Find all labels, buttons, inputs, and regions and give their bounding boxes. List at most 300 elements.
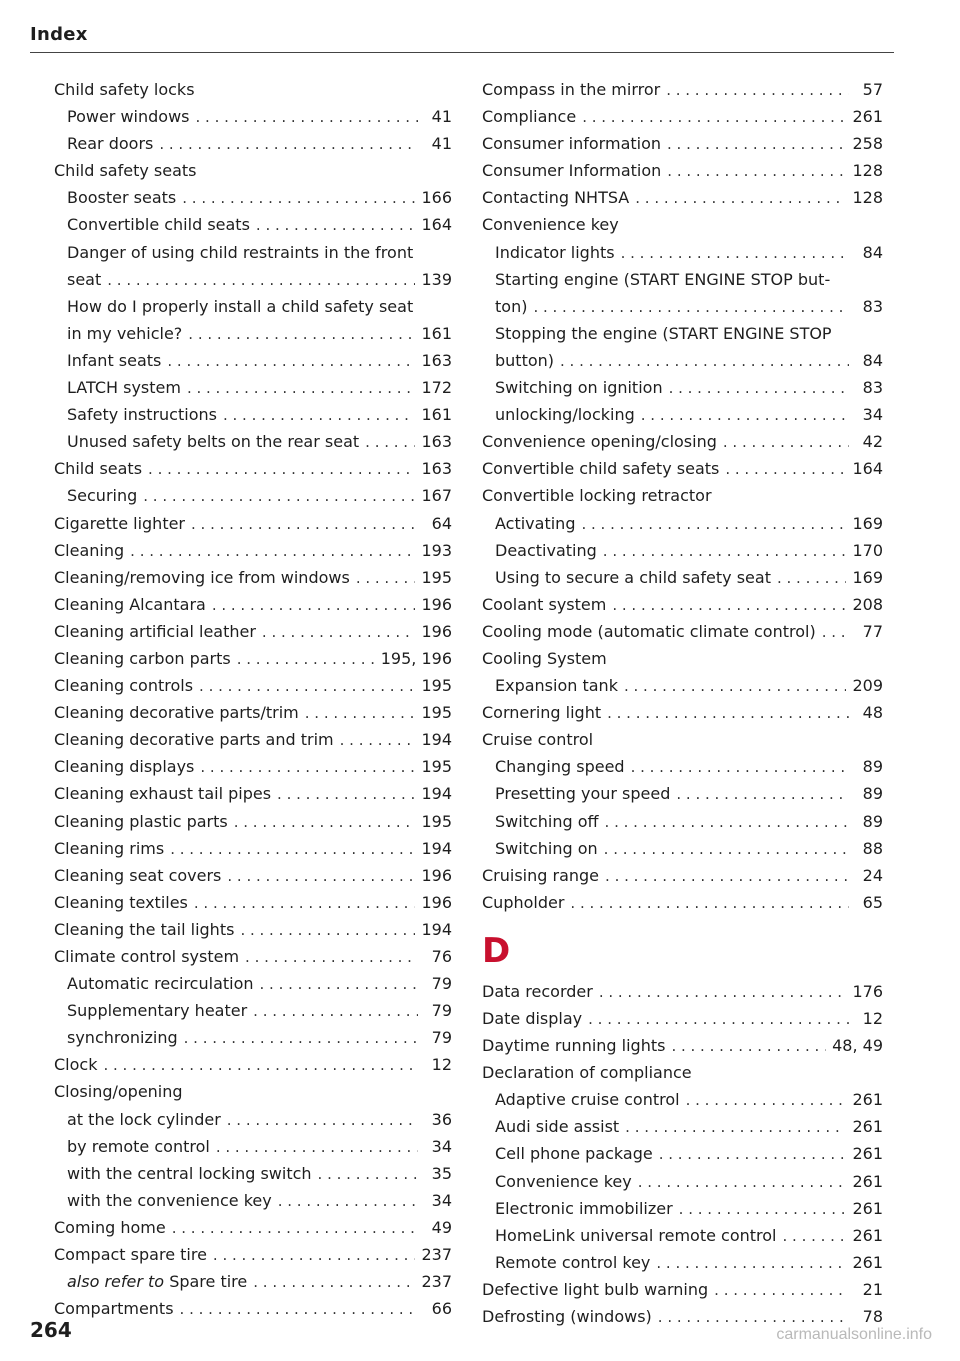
- entry-page-number: 261: [852, 107, 883, 127]
- dot-leader: [200, 754, 415, 781]
- dot-leader: [262, 619, 416, 646]
- index-entry: [54, 618, 452, 645]
- entry-page-number: 21: [862, 1279, 883, 1299]
- entry-label: Cleaning textiles: [54, 892, 188, 912]
- index-subentry: [54, 293, 452, 320]
- index-subentry: [482, 1222, 883, 1249]
- index-subentry: [482, 1140, 883, 1167]
- index-subentry: [482, 347, 883, 374]
- index-entry: [482, 591, 883, 618]
- entry-page-number: 261: [852, 1171, 883, 1191]
- index-entry: [54, 943, 452, 970]
- entry-page-number: 84: [862, 242, 883, 262]
- index-entry: [54, 1078, 452, 1105]
- entry-page-number: 83: [862, 296, 883, 316]
- dot-leader: [184, 1025, 418, 1052]
- index-subentry: [482, 672, 883, 699]
- entry-label: Declaration of compliance: [482, 1063, 692, 1083]
- index-entry: [54, 916, 452, 943]
- entry-label: Child safety seats: [54, 161, 197, 181]
- dot-leader: [188, 321, 415, 348]
- dot-leader: [723, 429, 849, 456]
- dot-leader: [278, 1188, 418, 1215]
- entry-label: Danger of using child restraints in the front: [67, 242, 414, 262]
- index-subentry: [54, 1160, 452, 1187]
- index-entry: [482, 130, 883, 157]
- entry-page-number: 194: [421, 730, 452, 750]
- index-subentry: [482, 510, 883, 537]
- index-entry: [54, 862, 452, 889]
- entry-label: Cigarette lighter: [54, 513, 186, 533]
- dot-leader: [625, 1114, 846, 1141]
- entry-page-number: 163: [421, 432, 452, 452]
- index-entry: [54, 672, 452, 699]
- dot-leader: [199, 673, 415, 700]
- dot-leader: [641, 402, 849, 429]
- index-entry: [54, 753, 452, 780]
- index-entry: [482, 618, 883, 645]
- index-subentry: [54, 428, 452, 455]
- entry-label: Cleaning seat covers: [54, 865, 222, 885]
- entry-label: Changing speed: [495, 757, 625, 777]
- entry-label: Stopping the engine (START ENGINE STOP: [495, 323, 832, 343]
- entry-page-number: 57: [862, 80, 883, 99]
- index-entry: [54, 835, 452, 862]
- entry-label: Convertible locking retractor: [482, 486, 712, 506]
- entry-page-number: 66: [431, 1299, 452, 1319]
- entry-label: Automatic recirculation: [67, 974, 254, 994]
- entry-page-number: 194: [421, 919, 452, 939]
- dot-leader: [783, 1223, 847, 1250]
- entry-label: Convenience key: [495, 1171, 632, 1191]
- entry-label: Adaptive cruise control: [495, 1090, 680, 1110]
- entry-page-number: 89: [862, 757, 883, 777]
- index-entry: [54, 645, 452, 672]
- entry-label: Cleaning: [54, 540, 125, 560]
- index-entry: [482, 1032, 883, 1059]
- index-entry: [54, 1241, 452, 1268]
- dot-leader: [172, 1215, 418, 1242]
- dot-leader: [607, 700, 849, 727]
- index-entry: [54, 510, 452, 537]
- index-subentry: [482, 320, 883, 347]
- entry-label: Switching on: [495, 838, 598, 858]
- entry-page-number: 209: [852, 676, 883, 696]
- entry-label: Compact spare tire: [54, 1245, 207, 1265]
- entry-label: Electronic immobilizer: [495, 1198, 673, 1218]
- index-entry: [482, 645, 883, 672]
- dot-leader: [621, 240, 849, 267]
- index-subentry: [482, 1168, 883, 1195]
- dot-leader: [340, 727, 416, 754]
- entry-label: Cleaning rims: [54, 838, 165, 858]
- entry-page-number: 128: [852, 188, 883, 208]
- dot-leader: [659, 1141, 847, 1168]
- index-column-left: [54, 76, 452, 1322]
- entry-label: Cleaning plastic parts: [54, 811, 228, 831]
- entry-page-number: 65: [862, 892, 883, 912]
- index-subentry: [482, 1249, 883, 1276]
- entry-page-number: 139: [421, 269, 452, 289]
- entry-label: Switching off: [495, 811, 599, 831]
- entry-label: in my vehicle?: [67, 323, 183, 343]
- index-entry: [482, 862, 883, 889]
- entry-page-number: 196: [421, 594, 452, 614]
- entry-page-number: 193: [421, 540, 452, 560]
- entry-label: Cleaning Alcantara: [54, 594, 206, 614]
- entry-label: Cleaning controls: [54, 676, 194, 696]
- entry-page-number: 84: [862, 350, 883, 370]
- entry-label: Using to secure a child safety seat: [495, 567, 771, 587]
- entry-page-number: 76: [431, 947, 452, 966]
- entry-label: Cleaning artificial leather: [54, 621, 256, 641]
- entry-label: Cell phone package: [495, 1144, 653, 1164]
- entry-label: by remote control: [67, 1136, 210, 1156]
- dot-leader: [180, 1296, 418, 1323]
- dot-leader: [148, 456, 415, 483]
- dot-leader: [714, 1277, 849, 1304]
- entry-page-number: 166: [421, 188, 452, 208]
- index-subentry: [54, 266, 452, 293]
- dot-leader: [159, 131, 418, 158]
- entry-page-number: 79: [431, 1028, 452, 1048]
- dot-leader: [667, 158, 846, 185]
- dot-leader: [624, 673, 846, 700]
- dot-leader: [143, 483, 415, 510]
- dot-leader: [245, 944, 418, 971]
- entry-label: Defective light bulb warning: [482, 1279, 709, 1299]
- entry-page-number: 237: [421, 1245, 452, 1265]
- entry-page-number: 78: [862, 1307, 883, 1327]
- dot-leader: [560, 348, 849, 375]
- index-entry: [54, 808, 452, 835]
- dot-leader: [603, 538, 847, 565]
- entry-label: HomeLink universal remote control: [495, 1225, 777, 1245]
- dot-leader: [187, 375, 416, 402]
- entry-label: Defrosting (windows): [482, 1307, 652, 1327]
- entry-label: Convenience opening/closing: [482, 432, 717, 452]
- entry-label: Switching on ignition: [495, 378, 663, 398]
- index-subentry: [482, 753, 883, 780]
- entry-label: Daytime running lights: [482, 1036, 666, 1056]
- entry-page-number: 49: [431, 1217, 452, 1237]
- page-title: Index: [30, 24, 88, 45]
- entry-label: Coolant system: [482, 594, 607, 614]
- entry-page-number: 12: [431, 1055, 452, 1075]
- dot-leader: [256, 212, 416, 239]
- entry-page-number: 195: [421, 757, 452, 777]
- index-subentry: [482, 401, 883, 428]
- dot-leader: [533, 294, 849, 321]
- entry-page-number: 237: [421, 1272, 452, 1292]
- entry-page-number: 128: [852, 161, 883, 181]
- entry-page-number: 36: [431, 1109, 452, 1129]
- entry-label: Consumer Information: [482, 161, 662, 181]
- entry-label: Supplementary heater: [67, 1001, 248, 1021]
- entry-page-number: 172: [421, 378, 452, 398]
- entry-page-number: 77: [862, 621, 883, 641]
- dot-leader: [227, 863, 415, 890]
- dot-leader: [612, 592, 846, 619]
- dot-leader: [599, 979, 847, 1006]
- index-subentry: [54, 374, 452, 401]
- entry-page-number: 24: [862, 865, 883, 885]
- entry-page-number: 169: [852, 567, 883, 587]
- index-entry: [482, 699, 883, 726]
- entry-label: Securing: [67, 486, 138, 506]
- entry-label: Cleaning exhaust tail pipes: [54, 784, 272, 804]
- dot-leader: [581, 511, 846, 538]
- entry-page-number: 176: [852, 981, 883, 1001]
- entry-label: Child safety locks: [54, 80, 195, 99]
- entry-label: Cornering light: [482, 703, 602, 723]
- entry-label: Power windows: [67, 107, 190, 127]
- entry-page-number: 34: [431, 1136, 452, 1156]
- dot-leader: [191, 511, 418, 538]
- index-subentry: [482, 1113, 883, 1140]
- entry-label: seat: [67, 269, 102, 289]
- index-entry: [54, 699, 452, 726]
- entry-page-number: 195: [421, 811, 452, 831]
- entry-label: Child seats: [54, 459, 143, 479]
- index-subentry: [54, 103, 452, 130]
- watermark-text: carmanualsonline.info: [776, 1326, 932, 1343]
- dot-leader: [656, 1250, 846, 1277]
- entry-page-number: 83: [862, 378, 883, 398]
- entry-label: Convenience key: [482, 215, 619, 235]
- entry-label: Closing/opening: [54, 1082, 183, 1102]
- index-entry: [54, 1214, 452, 1241]
- index-subentry: [482, 835, 883, 862]
- entry-page-number: 12: [862, 1009, 883, 1028]
- entry-label: Booster seats: [67, 188, 177, 208]
- dot-leader: [631, 754, 849, 781]
- index-subentry: [482, 266, 883, 293]
- entry-page-number: 161: [421, 323, 452, 343]
- dot-leader: [686, 1087, 847, 1114]
- dot-leader: [212, 592, 416, 619]
- index-entry: [54, 537, 452, 564]
- index-subentry: [54, 320, 452, 347]
- index-entry: [482, 455, 883, 482]
- entry-page-number: 34: [431, 1190, 452, 1210]
- index-subentry: [54, 970, 452, 997]
- header-divider: [30, 52, 894, 53]
- entry-label: Compartments: [54, 1299, 174, 1319]
- index-entry: [482, 482, 883, 509]
- dot-leader: [679, 1196, 847, 1223]
- entry-label: Cupholder: [482, 892, 565, 912]
- dot-leader: [635, 185, 846, 212]
- entry-page-number: 261: [852, 1090, 883, 1110]
- index-entry: [482, 211, 883, 238]
- entry-label: Cleaning the tail lights: [54, 919, 235, 939]
- dot-leader: [130, 538, 415, 565]
- index-subentry: [482, 1195, 883, 1222]
- entry-page-number: 164: [421, 215, 452, 235]
- dot-leader: [223, 402, 415, 429]
- dot-leader: [666, 77, 849, 104]
- index-subentry: [482, 564, 883, 591]
- dot-leader: [582, 104, 846, 131]
- index-subentry: [54, 130, 452, 157]
- index-entry: [54, 455, 452, 482]
- entry-label: Cleaning decorative parts and trim: [54, 730, 334, 750]
- entry-label: Cruising range: [482, 865, 600, 885]
- index-entry: [482, 1059, 883, 1086]
- entry-label: Cleaning displays: [54, 757, 195, 777]
- dot-leader: [253, 998, 418, 1025]
- entry-page-number: 79: [431, 1001, 452, 1021]
- entry-label: unlocking/locking: [495, 405, 635, 425]
- dot-leader: [103, 1052, 418, 1079]
- dot-leader: [588, 1006, 849, 1033]
- cross-reference-target: Spare tire: [169, 1272, 248, 1292]
- entry-page-number: 161: [421, 405, 452, 425]
- entry-page-number: 34: [862, 405, 883, 425]
- index-entry: [54, 591, 452, 618]
- dot-leader: [570, 890, 849, 917]
- dot-leader: [194, 890, 416, 917]
- entry-page-number: 194: [421, 784, 452, 804]
- index-subentry: [482, 239, 883, 266]
- entry-label: Cruise control: [482, 730, 594, 750]
- index-subentry: [482, 808, 883, 835]
- dot-leader: [667, 131, 846, 158]
- entry-label: Coming home: [54, 1217, 166, 1237]
- dot-leader: [822, 619, 849, 646]
- entry-page-number: 48: [862, 703, 883, 723]
- index-subentry: [482, 374, 883, 401]
- entry-page-number: 196: [421, 865, 452, 885]
- index-entry: [54, 1051, 452, 1078]
- index-section-letter: D: [482, 930, 511, 971]
- entry-page-number: 261: [852, 1225, 883, 1245]
- dot-leader: [318, 1161, 418, 1188]
- entry-page-number: 89: [862, 784, 883, 804]
- dot-leader: [676, 781, 849, 808]
- entry-page-number: 195: [421, 703, 452, 723]
- index-subentry: [482, 293, 883, 320]
- entry-page-number: 164: [852, 459, 883, 479]
- index-subentry: [54, 347, 452, 374]
- entry-label: Compliance: [482, 107, 577, 127]
- index-entry: [482, 889, 883, 916]
- entry-label: Data recorder: [482, 981, 593, 1001]
- index-subentry: [54, 211, 452, 238]
- index-subentry: [54, 997, 452, 1024]
- index-subentry: [54, 1133, 452, 1160]
- entry-page-number: 41: [431, 107, 452, 127]
- dot-leader: [777, 565, 846, 592]
- entry-label: Clock: [54, 1055, 98, 1075]
- entry-label: Audi side assist: [495, 1117, 620, 1137]
- dot-leader: [305, 700, 416, 727]
- entry-label: Cooling mode (automatic climate control): [482, 621, 816, 641]
- index-entry: [54, 76, 452, 103]
- entry-page-number: 48, 49: [832, 1036, 883, 1056]
- entry-label: Cooling System: [482, 648, 607, 668]
- entry-page-number: 196: [421, 892, 452, 912]
- index-subentry: [54, 482, 452, 509]
- index-entry: [54, 889, 452, 916]
- dot-leader: [234, 809, 416, 836]
- index-entry: [482, 1005, 883, 1032]
- index-entry: [54, 1295, 452, 1322]
- dot-leader: [107, 267, 415, 294]
- dot-leader: [356, 565, 416, 592]
- index-subentry: [482, 537, 883, 564]
- entry-page-number: 79: [431, 974, 452, 994]
- entry-label: Safety instructions: [67, 405, 217, 425]
- index-subentry: [54, 1106, 452, 1133]
- entry-label: Deactivating: [495, 540, 597, 560]
- entry-label: Climate control system: [54, 947, 240, 966]
- entry-page-number: 261: [852, 1198, 883, 1218]
- dot-leader: [725, 456, 846, 483]
- entry-page-number: 170: [852, 540, 883, 560]
- index-entry: [482, 184, 883, 211]
- entry-label: LATCH system: [67, 378, 181, 398]
- entry-label: synchronizing: [67, 1028, 178, 1048]
- entry-label: Cleaning decorative parts/trim: [54, 703, 299, 723]
- entry-page-number: 261: [852, 1144, 883, 1164]
- entry-label: Cleaning carbon parts: [54, 648, 231, 668]
- index-entry: [54, 564, 452, 591]
- index-subentry: [54, 184, 452, 211]
- entry-label: Indicator lights: [495, 242, 615, 262]
- dot-leader: [227, 1107, 418, 1134]
- cross-reference-prefix: also refer to: [67, 1272, 165, 1292]
- dot-leader: [669, 375, 849, 402]
- dot-leader: [240, 917, 415, 944]
- entry-label: ton): [495, 296, 528, 316]
- entry-label: [67, 1268, 247, 1295]
- index-subentry: [54, 239, 452, 266]
- entry-page-number: 163: [421, 350, 452, 370]
- index-entry: [54, 157, 452, 184]
- dot-leader: [182, 185, 415, 212]
- index-subentry: [54, 1024, 452, 1051]
- entry-page-number: 163: [421, 459, 452, 479]
- entry-page-number: 169: [852, 513, 883, 533]
- index-entry: [482, 726, 883, 753]
- dot-leader: [277, 781, 415, 808]
- entry-label: with the convenience key: [67, 1190, 272, 1210]
- index-entry: [482, 76, 883, 103]
- page-number: 264: [30, 1318, 72, 1342]
- entry-page-number: 261: [852, 1252, 883, 1272]
- index-entry: [482, 103, 883, 130]
- entry-label: Starting engine (START ENGINE STOP but-: [495, 269, 831, 289]
- dot-leader: [605, 863, 849, 890]
- index-subentry: [54, 1268, 452, 1295]
- entry-page-number: 261: [852, 1117, 883, 1137]
- entry-page-number: 35: [431, 1163, 452, 1183]
- index-entry: [482, 157, 883, 184]
- entry-page-number: 195, 196: [380, 648, 452, 668]
- index-entry: [482, 1276, 883, 1303]
- entry-page-number: 41: [431, 134, 452, 154]
- index-entry: [482, 428, 883, 455]
- dot-leader: [605, 809, 849, 836]
- entry-label: Cleaning/removing ice from windows: [54, 567, 350, 587]
- entry-label: Contacting NHTSA: [482, 188, 630, 208]
- index-entry: [54, 780, 452, 807]
- index-entry: [482, 978, 883, 1005]
- entry-page-number: 258: [852, 134, 883, 154]
- dot-leader: [253, 1269, 415, 1296]
